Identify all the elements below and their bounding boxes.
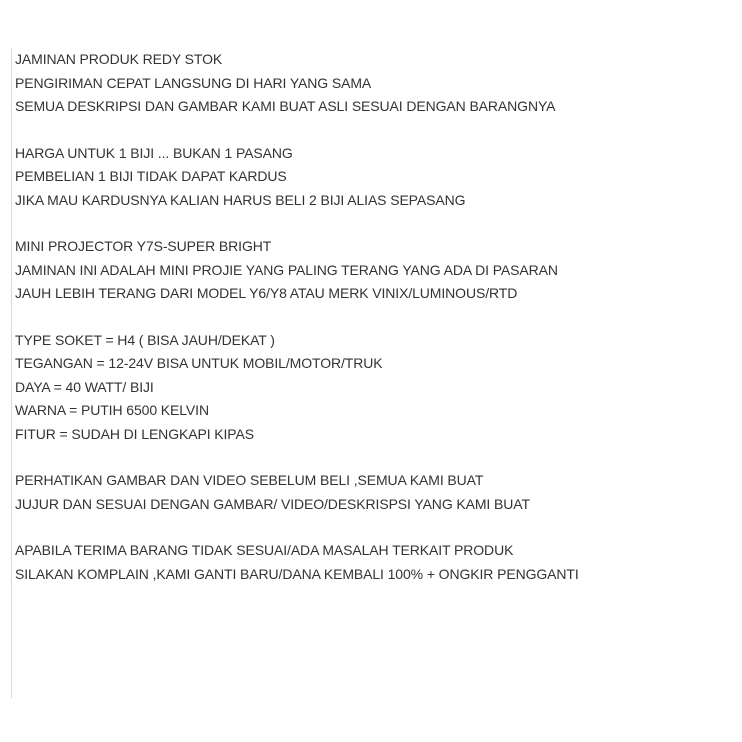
description-line: JAUH LEBIH TERANG DARI MODEL Y6/Y8 ATAU MERK VINIX/LUMINOUS/RTD: [15, 285, 518, 301]
description-line: PERHATIKAN GAMBAR DAN VIDEO SEBELUM BELI ,SEMUA KAMI BUAT: [15, 472, 484, 488]
description-line: JIKA MAU KARDUSNYA KALIAN HARUS BELI 2 BIJI ALIAS SEPASANG: [15, 191, 466, 208]
description-line: PEMBELIAN 1 BIJI TIDAK DAPAT KARDUS: [15, 168, 287, 184]
product-description: [11, 48, 731, 698]
description-line: HARGA UNTUK 1 BIJI ... BUKAN 1 PASANG: [15, 144, 293, 161]
description-paragraph-complaint: [15, 539, 731, 586]
description-paragraph-guarantee: [15, 48, 731, 119]
spec-voltage: TEGANGAN = 12-24V BISA UNTUK MOBIL/MOTOR/TRUK: [15, 355, 383, 371]
spec-socket-type: TYPE SOKET = H4 ( BISA JAUH/DEKAT ): [15, 331, 275, 348]
description-line: APABILA TERIMA BARANG TIDAK SESUAI/ADA MASALAH TERKAIT PRODUK: [15, 542, 514, 558]
description-paragraph-specs: [15, 329, 731, 447]
description-paragraph-notice: [15, 469, 731, 516]
description-line: JUJUR DAN SESUAI DENGAN GAMBAR/ VIDEO/DESKRISPSI YANG KAMI BUAT: [15, 495, 530, 512]
spec-color: WARNA = PUTIH 6500 KELVIN: [15, 402, 209, 418]
description-line: JAMINAN INI ADALAH MINI PROJIE YANG PALING TERANG YANG ADA DI PASARAN: [15, 261, 558, 278]
description-line: MINI PROJECTOR Y7S-SUPER BRIGHT: [15, 238, 272, 254]
spec-power: DAYA = 40 WATT/ BIJI: [15, 378, 154, 395]
description-paragraph-product: [15, 235, 731, 306]
spec-feature: FITUR = SUDAH DI LENGKAPI KIPAS: [15, 425, 254, 442]
description-paragraph-pricing: [15, 142, 731, 213]
description-line: JAMINAN PRODUK REDY STOK: [15, 51, 223, 67]
description-line: PENGIRIMAN CEPAT LANGSUNG DI HARI YANG SAMA: [15, 74, 372, 91]
description-line: SILAKAN KOMPLAIN ,KAMI GANTI BARU/DANA KEMBALI 100% + ONGKIR PENGGANTI: [15, 565, 579, 582]
description-line: SEMUA DESKRIPSI DAN GAMBAR KAMI BUAT ASLI SESUAI DENGAN BARANGNYA: [15, 98, 556, 114]
